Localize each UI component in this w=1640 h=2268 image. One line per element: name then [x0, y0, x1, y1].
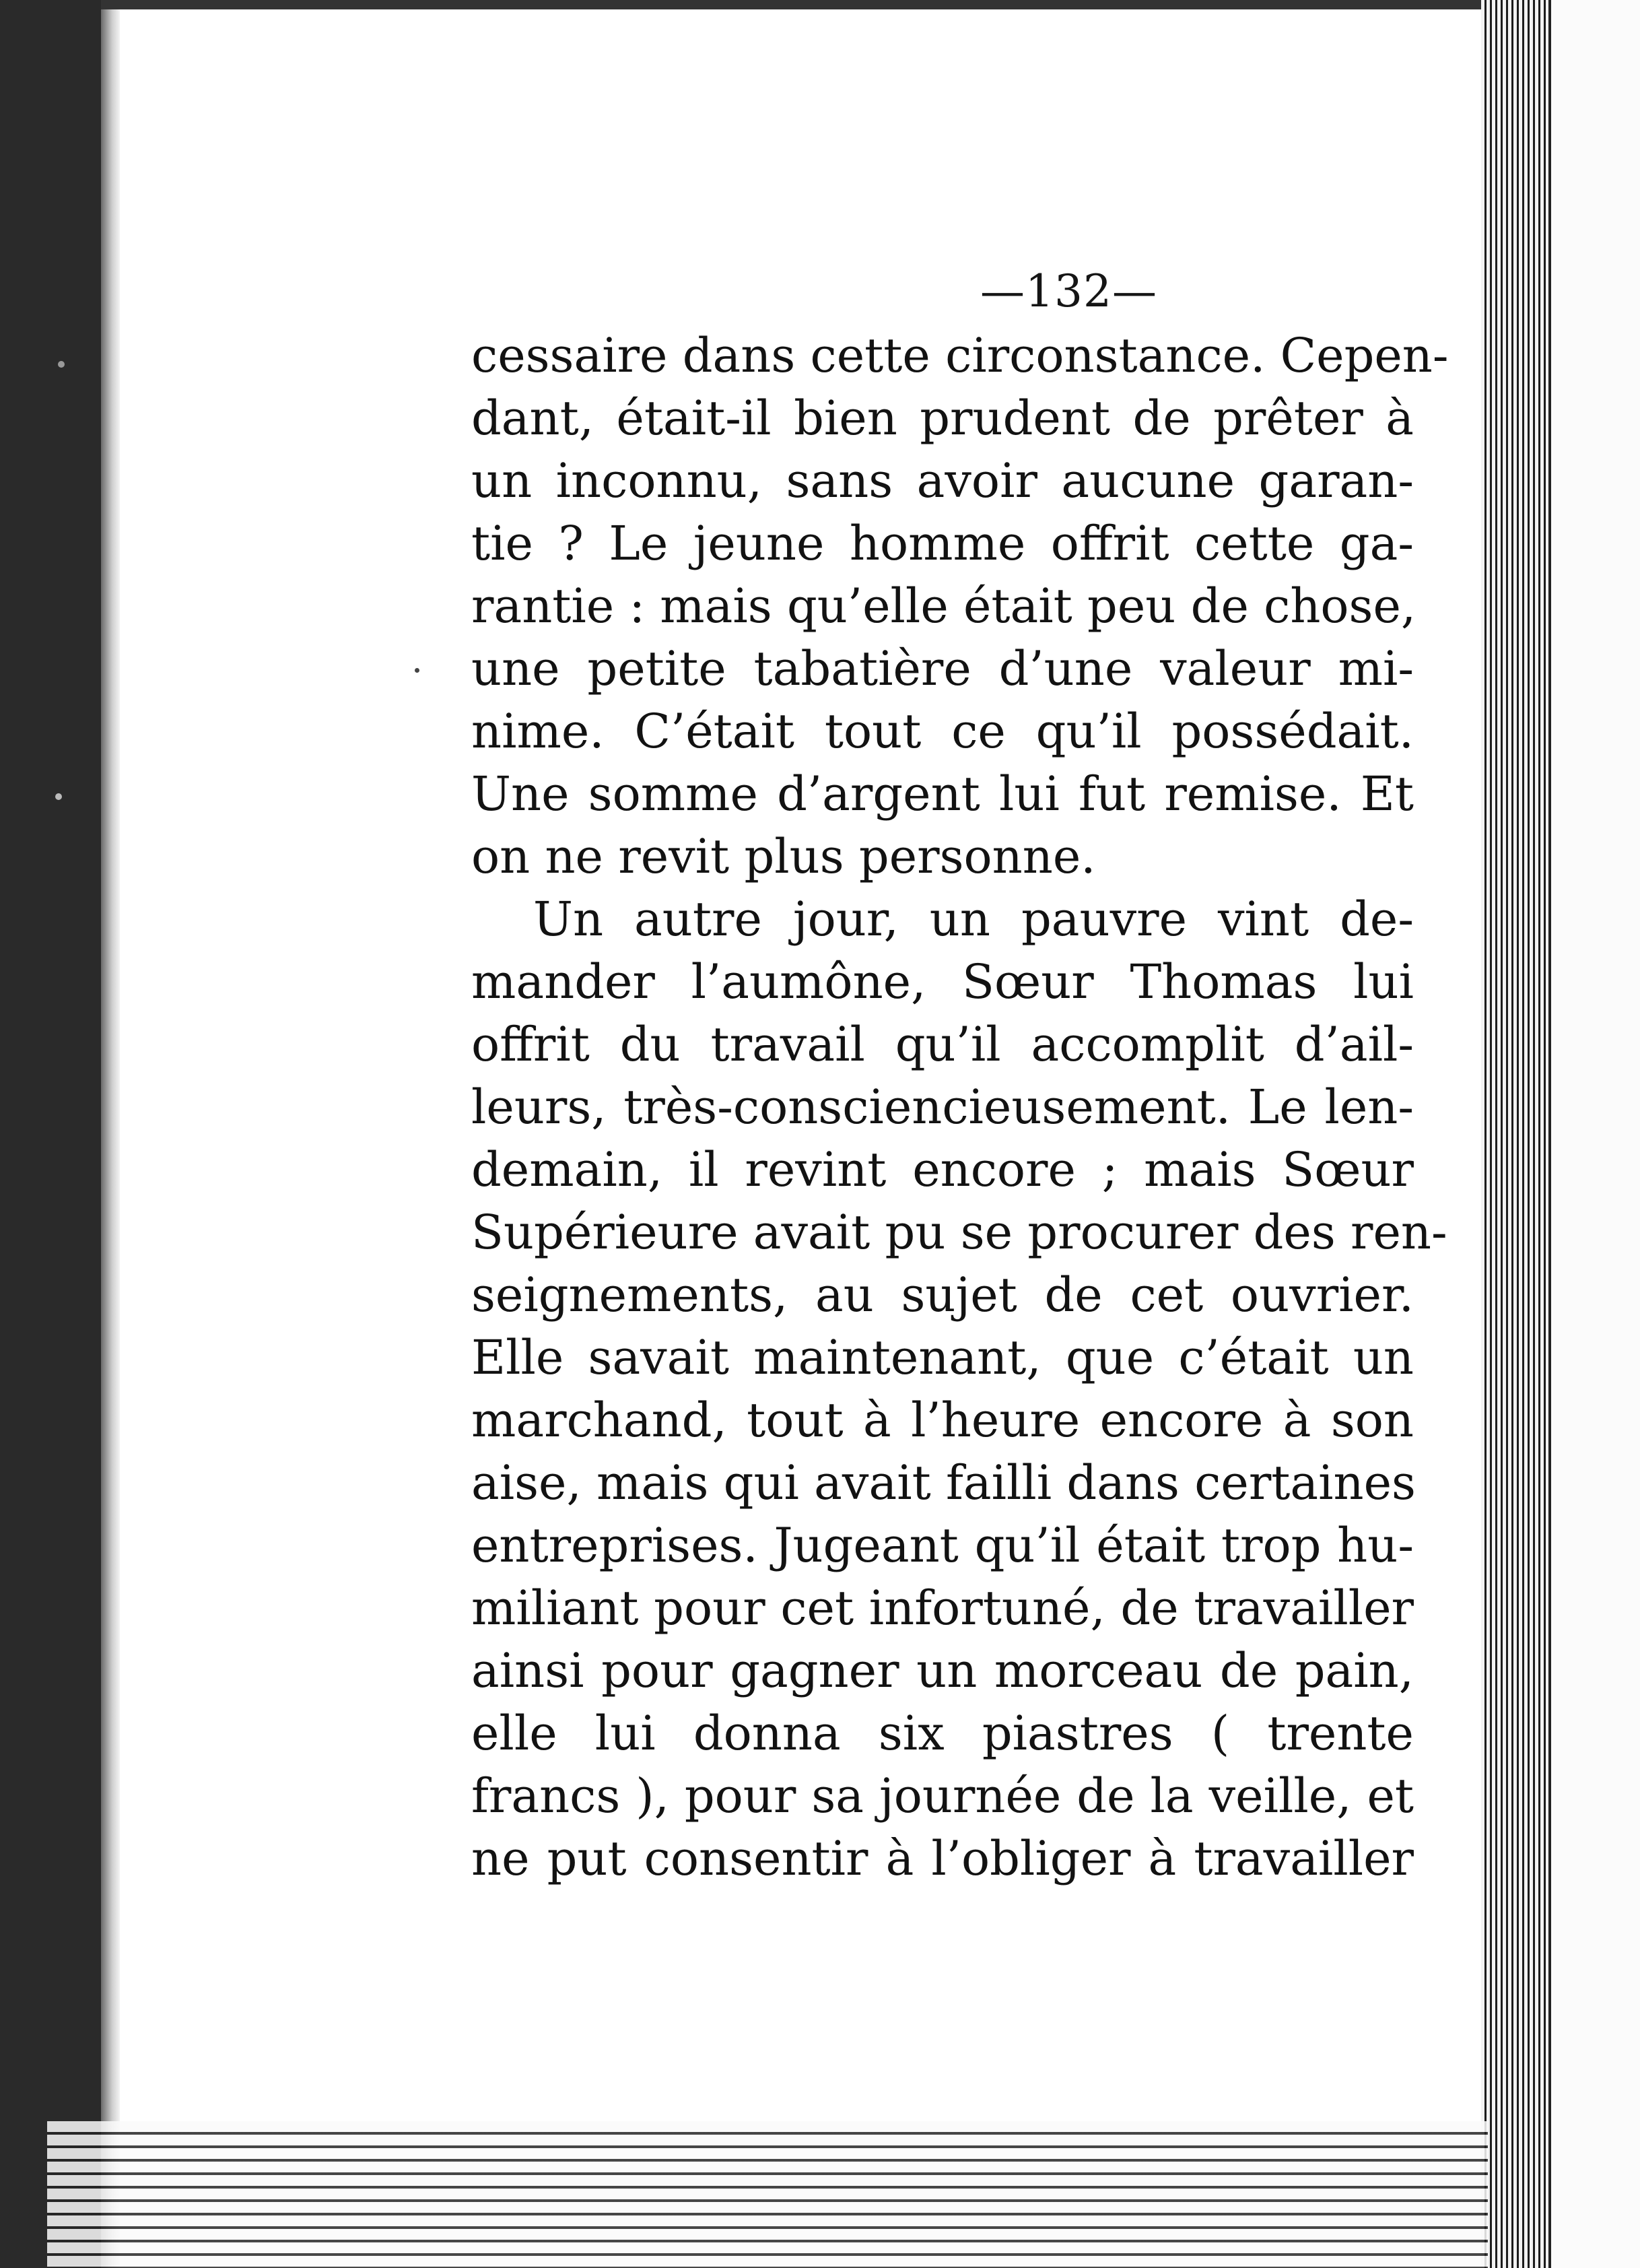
text-line: Elle savait maintenant, que c’était un — [471, 1330, 1414, 1385]
text-line: nime. C’était tout ce qu’il possédait. — [471, 704, 1414, 759]
text-line: elle lui donna six piastres ( trente — [471, 1706, 1414, 1761]
page-gutter-shadow — [101, 0, 120, 2268]
scan-speck — [55, 793, 62, 800]
page-stack-right — [1481, 0, 1548, 2268]
body-text — [471, 325, 1449, 1890]
text-line: ne put consentir à l’obliger à travailler — [471, 1831, 1414, 1886]
text-line: marchand, tout à l’heure encore à son — [471, 1393, 1414, 1448]
text-line: mander l’aumône, Sœur Thomas lui — [471, 954, 1414, 1009]
text-line: dant, était-il bien prudent de prêter à — [471, 391, 1414, 446]
text-line: miliant pour cet infortuné, de travailler — [471, 1580, 1414, 1636]
text-line: tie ? Le jeune homme offrit cette ga- — [471, 516, 1414, 571]
text-line: cessaire dans cette circonstance. Cepen- — [471, 328, 1449, 383]
text-line: demain, il revint encore ; mais Sœur — [471, 1142, 1414, 1197]
text-line: Une somme d’argent lui fut remise. Et — [471, 766, 1414, 822]
text-line: aise, mais qui avait failli dans certaines — [471, 1455, 1416, 1510]
scan-speck — [58, 361, 65, 368]
scan-speck — [415, 668, 419, 673]
page-number: —132— — [980, 265, 1157, 317]
text-line: ainsi pour gagner un morceau de pain, — [471, 1643, 1414, 1698]
text-line: un inconnu, sans avoir aucune garan- — [471, 453, 1414, 508]
text-line: leurs, très-consciencieusement. Le len- — [471, 1079, 1414, 1135]
scan-left-margin — [0, 0, 101, 2268]
text-line: entreprises. Jugeant qu’il était trop hu- — [471, 1518, 1414, 1573]
text-line: une petite tabatière d’une valeur mi- — [471, 641, 1414, 696]
paragraph-first-line: Un autre jour, un pauvre vint de- — [533, 892, 1414, 947]
adjacent-page — [1548, 0, 1640, 2268]
page-stack-bottom — [47, 2121, 1488, 2268]
scan-top-edge — [101, 0, 1640, 9]
text-line: francs ), pour sa journée de la veille, et — [471, 1768, 1414, 1824]
text-line: Supérieure avait pu se procurer des ren- — [471, 1205, 1447, 1260]
paragraph-last-line: on ne revit plus personne. — [471, 829, 1096, 884]
text-line: rantie : mais qu’elle était peu de chose, — [471, 578, 1416, 634]
text-line: offrit du travail qu’il accomplit d’ail- — [471, 1017, 1414, 1072]
text-line: seignements, au sujet de cet ouvrier. — [471, 1267, 1414, 1323]
